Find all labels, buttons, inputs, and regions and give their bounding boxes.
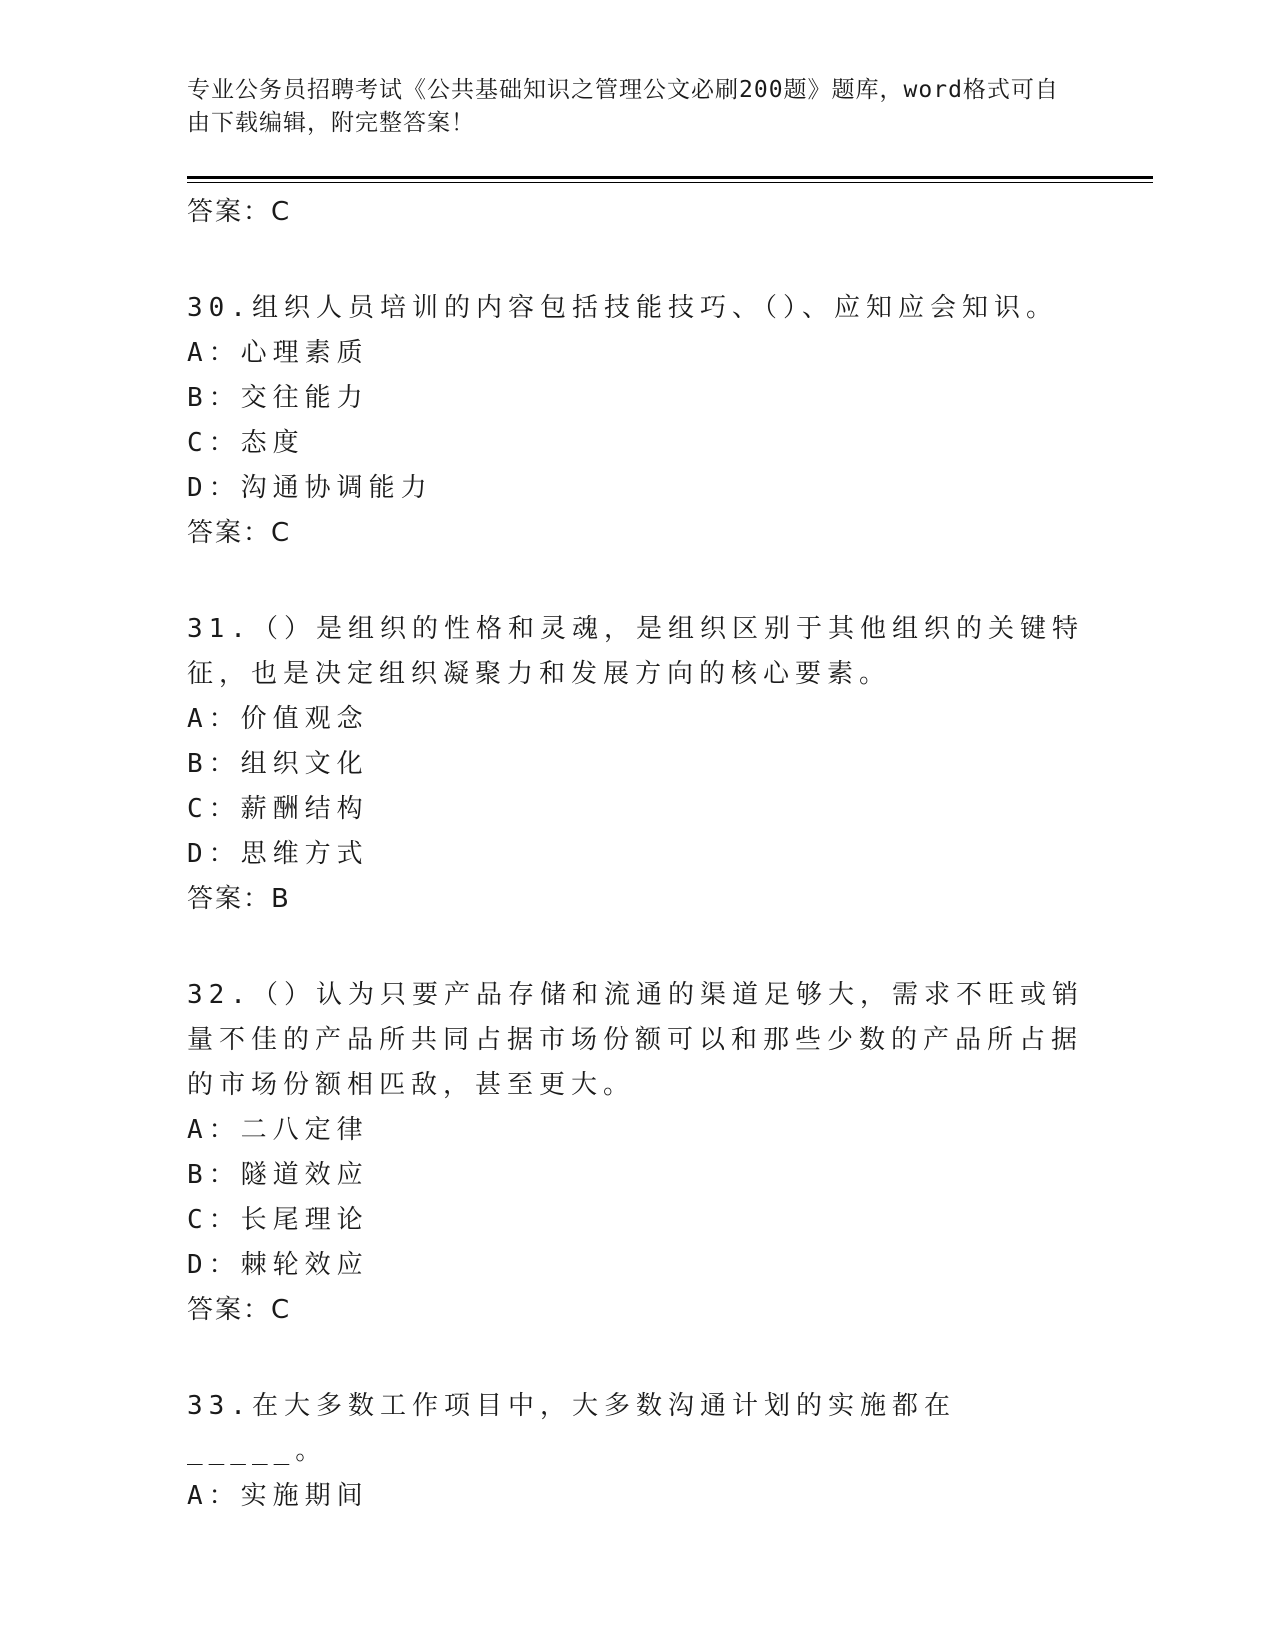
header-text: 专业公务员招聘考试《公共基础知识之管理公文必刷200题》题库，word格式可自由下载编辑，附完整答案！ [187, 77, 1059, 136]
question-list [187, 190, 1087, 1519]
option-d: D：棘轮效应 [187, 1250, 369, 1280]
option-a: A：二八定律 [187, 1115, 369, 1145]
option-b: B：隧道效应 [187, 1160, 369, 1190]
spacer [187, 921, 1087, 973]
option-a: A：心理素质 [187, 338, 369, 368]
question-answer: 答案：C [187, 1295, 292, 1325]
option-a: A：实施期间 [187, 1481, 369, 1511]
option-a: A：价值观念 [187, 704, 369, 734]
header-divider-thin [187, 182, 1153, 183]
option-c: C：薪酬结构 [187, 794, 369, 824]
option-d: D：思维方式 [187, 839, 369, 869]
previous-answer: 答案：C [187, 197, 292, 227]
question-33 [187, 1384, 1087, 1519]
option-d: D：沟通协调能力 [187, 473, 433, 503]
question-32 [187, 973, 1087, 1332]
question-answer: 答案：B [187, 884, 291, 914]
option-c: C：态度 [187, 428, 305, 458]
option-c: C：长尾理论 [187, 1205, 369, 1235]
document-header [187, 74, 1067, 140]
question-31 [187, 607, 1087, 921]
question-stem: 30.组织人员培训的内容包括技能技巧、（）、应知应会知识。 [187, 293, 1058, 323]
question-30 [187, 286, 1087, 555]
spacer [187, 234, 1087, 286]
question-stem: 32.（）认为只要产品存储和流通的渠道足够大，需求不旺或销量不佳的产品所共同占据市场份额可以和那些少数的产品所占据的市场份额相匹敌，甚至更大。 [187, 980, 1084, 1100]
spacer [187, 1332, 1087, 1384]
header-divider-thick [187, 176, 1153, 179]
option-b: B：交往能力 [187, 383, 369, 413]
spacer [187, 555, 1087, 607]
question-answer: 答案：C [187, 518, 292, 548]
option-b: B：组织文化 [187, 749, 369, 779]
question-stem: 33.在大多数工作项目中，大多数沟通计划的实施都在_____。 [187, 1391, 956, 1466]
question-stem: 31.（）是组织的性格和灵魂，是组织区别于其他组织的关键特征，也是决定组织凝聚力和发展方向的核心要素。 [187, 614, 1084, 689]
